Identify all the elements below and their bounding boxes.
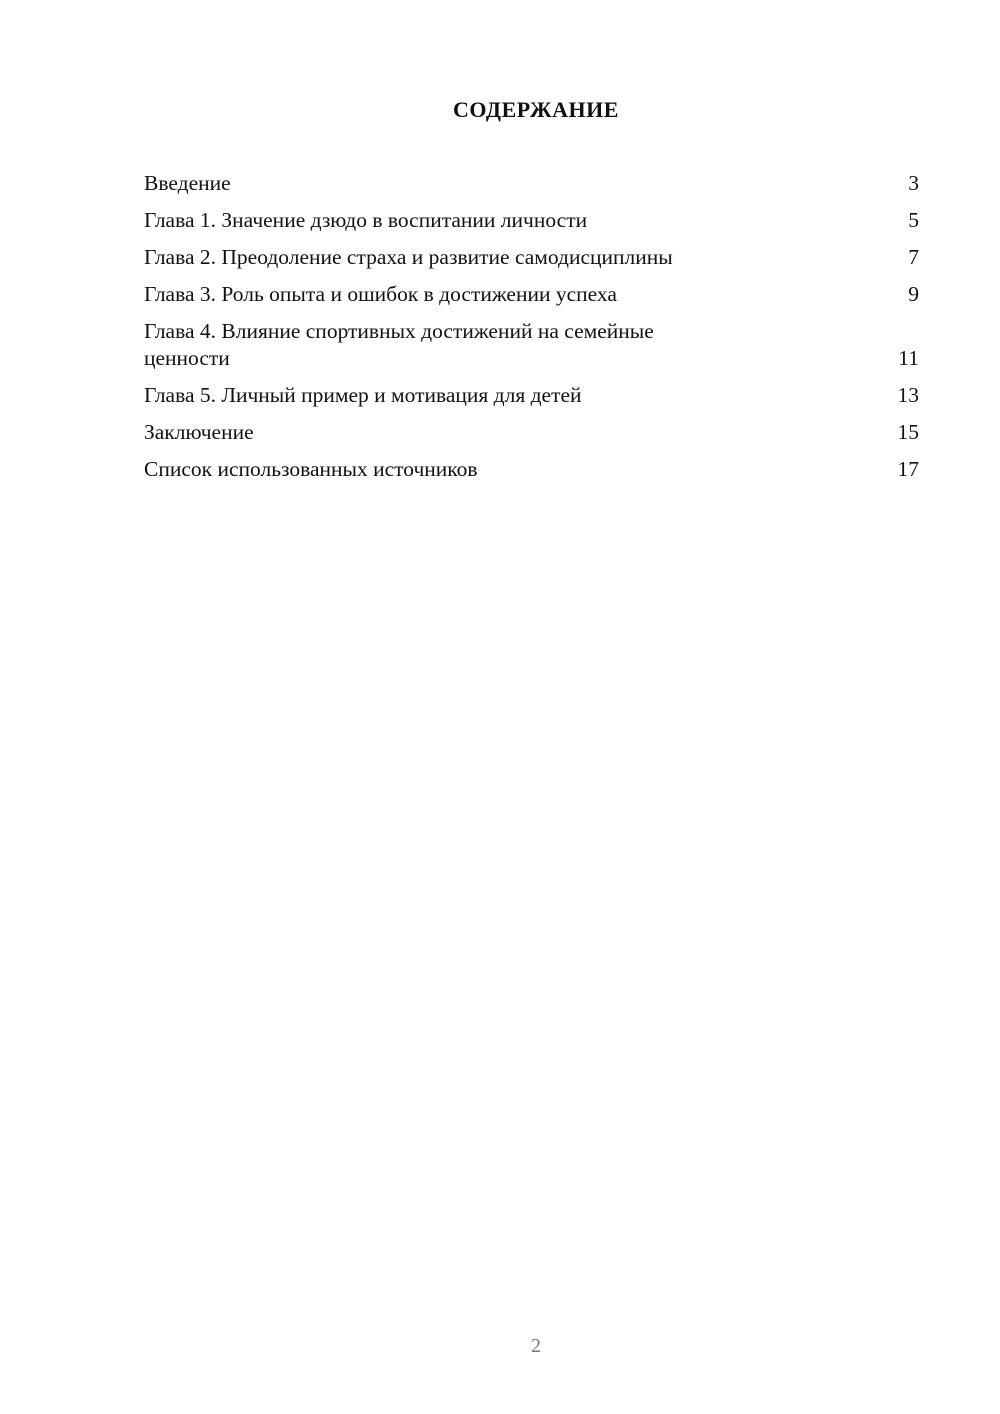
- toc-entry-page: 13: [897, 383, 919, 407]
- page-number: 2: [531, 1335, 541, 1357]
- toc-entry-title: Список использованных источников: [144, 457, 478, 481]
- toc-entry-title: Глава 3. Роль опыта и ошибок в достижении успеха: [144, 282, 617, 306]
- table-of-contents: [144, 170, 919, 493]
- toc-entry-introduction[interactable]: [144, 170, 919, 197]
- toc-entry-page: 15: [897, 420, 919, 444]
- toc-heading: СОДЕРЖАНИЕ: [453, 97, 619, 122]
- toc-entry-title: Заключение: [144, 420, 254, 444]
- toc-entry-page: 9: [908, 282, 919, 306]
- toc-entry-page: 17: [897, 457, 919, 481]
- toc-entry-conclusion[interactable]: [144, 419, 919, 446]
- toc-entry-references[interactable]: [144, 456, 919, 483]
- toc-entry-chapter-5[interactable]: [144, 382, 919, 409]
- toc-entry-page: 11: [898, 346, 919, 370]
- toc-entry-title: Глава 2. Преодоление страха и развитие самодисциплины: [144, 245, 673, 269]
- toc-entry-title: Глава 1. Значение дзюдо в воспитании личности: [144, 208, 588, 232]
- toc-entry-page: 5: [908, 208, 919, 232]
- toc-entry-chapter-2[interactable]: [144, 244, 919, 271]
- toc-entry-chapter-4[interactable]: [144, 318, 919, 372]
- toc-entry-title: Глава 4. Влияние спортивных достижений на семейные ценности: [144, 319, 654, 370]
- toc-entry-title: Введение: [144, 171, 231, 195]
- toc-entry-page: 3: [908, 171, 919, 195]
- toc-entry-chapter-1[interactable]: [144, 207, 919, 234]
- toc-entry-page: 7: [908, 245, 919, 269]
- toc-entry-title: Глава 5. Личный пример и мотивация для детей: [144, 383, 582, 407]
- toc-entry-chapter-3[interactable]: [144, 281, 919, 308]
